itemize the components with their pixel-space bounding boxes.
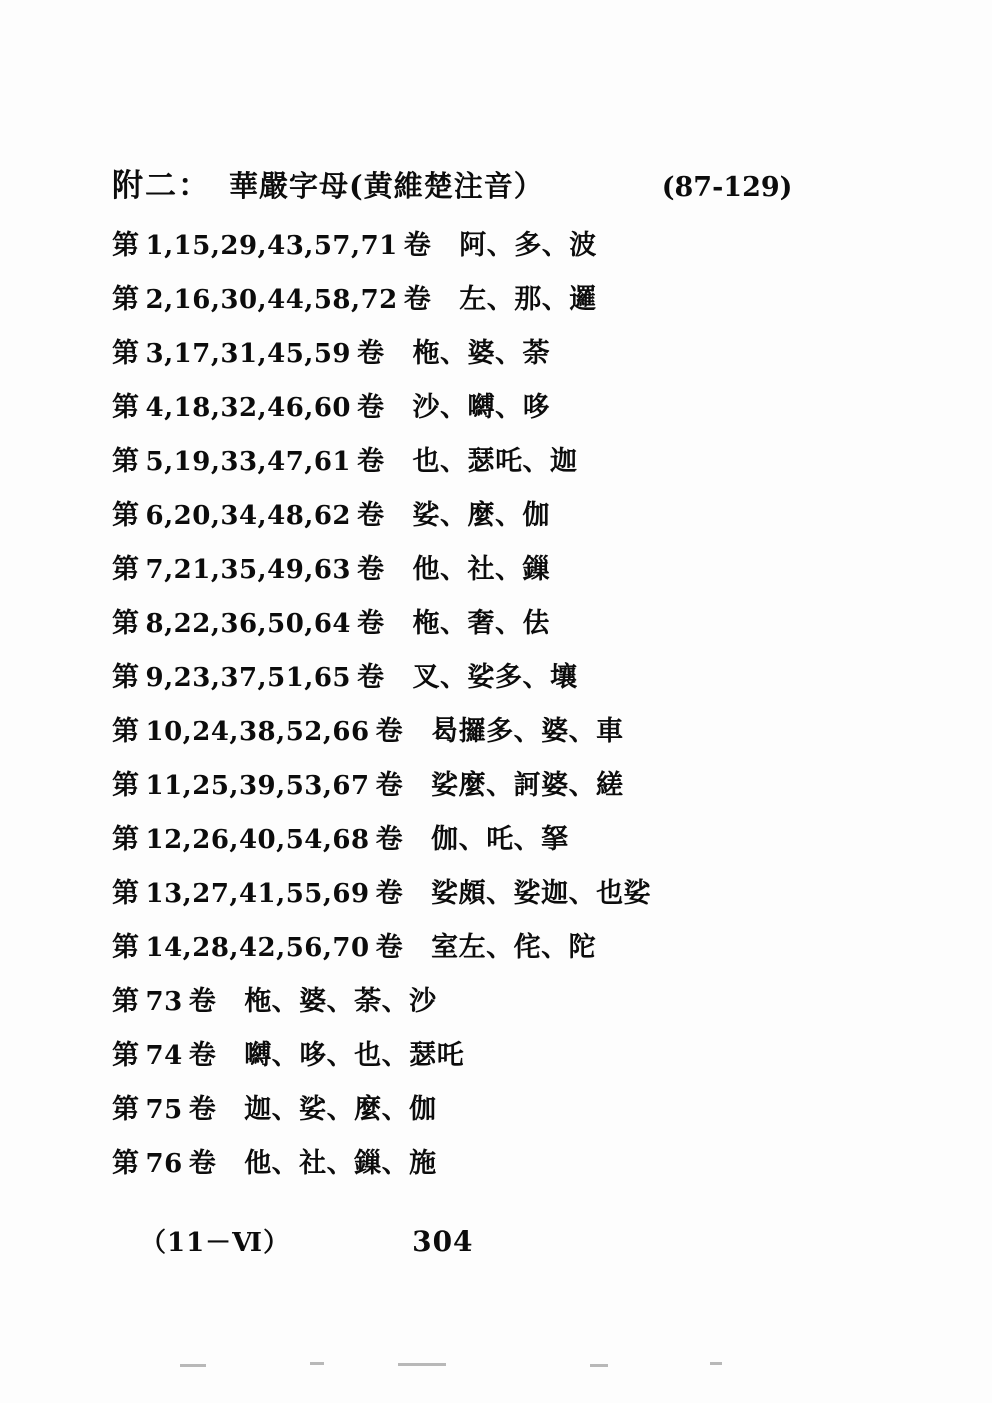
list-item (112, 979, 902, 1018)
line-unit: 卷 (357, 500, 385, 531)
line-unit: 卷 (188, 1040, 217, 1071)
list-item (112, 385, 902, 424)
line-prefix: 第 (112, 608, 140, 639)
line-syllables: 娑麼、訶婆、縒 (431, 770, 624, 801)
line-prefix: 第 (112, 1094, 140, 1125)
list-item (112, 763, 902, 802)
list-item (112, 439, 902, 478)
list-item (112, 817, 902, 856)
list-item (112, 1087, 902, 1126)
line-syllables: 嚩、哆、也、瑟吒 (244, 1040, 465, 1071)
line-numbers: 73 (145, 987, 183, 1017)
line-prefix: 第 (112, 986, 140, 1017)
page-content (112, 160, 902, 1195)
line-unit: 卷 (188, 986, 217, 1017)
line-prefix: 第 (112, 392, 140, 423)
list-item (112, 1033, 902, 1072)
line-prefix: 第 (112, 878, 140, 909)
heading-label: 附二： (112, 168, 211, 204)
line-syllables: 他、社、鏁 (412, 554, 551, 585)
line-numbers: 6,20,34,48,62 (145, 501, 352, 531)
line-unit: 卷 (375, 770, 404, 801)
line-syllables: 迦、娑、麼、伽 (244, 1094, 437, 1125)
line-syllables: 他、社、鏁、施 (244, 1148, 437, 1179)
line-syllables: 伽、吒、拏 (431, 824, 569, 855)
line-syllables: 娑、麼、伽 (412, 500, 551, 531)
line-prefix: 第 (112, 500, 140, 531)
line-unit: 卷 (375, 824, 404, 855)
line-syllables: 柂、婆、荼、沙 (244, 986, 437, 1017)
line-unit: 卷 (357, 608, 385, 639)
line-syllables: 娑頗、娑迦、也娑 (431, 878, 652, 909)
line-prefix: 第 (112, 446, 140, 477)
line-syllables: 叉、娑多、壤 (412, 662, 578, 693)
line-numbers: 75 (145, 1095, 183, 1125)
line-unit: 卷 (188, 1094, 217, 1125)
line-unit: 卷 (357, 338, 385, 369)
line-unit: 卷 (375, 932, 404, 963)
line-prefix: 第 (112, 284, 140, 315)
line-unit: 卷 (357, 662, 385, 693)
line-unit: 卷 (357, 554, 385, 585)
list-item (112, 223, 902, 262)
line-prefix: 第 (112, 1148, 140, 1179)
line-syllables: 也、瑟吒、迦 (412, 446, 578, 477)
list-item (112, 601, 902, 640)
line-syllables: 曷攞多、婆、車 (431, 716, 624, 747)
line-numbers: 8,22,36,50,64 (145, 609, 352, 639)
line-numbers: 14,28,42,56,70 (145, 933, 370, 963)
line-numbers: 10,24,38,52,66 (145, 717, 370, 747)
line-prefix: 第 (112, 824, 140, 855)
line-prefix: 第 (112, 554, 140, 585)
list-item (112, 547, 902, 586)
line-syllables: 室左、侘、陀 (431, 932, 597, 963)
line-numbers: 74 (145, 1041, 183, 1071)
line-numbers: 5,19,33,47,61 (145, 447, 352, 477)
line-prefix: 第 (112, 338, 140, 369)
line-numbers: 4,18,32,46,60 (145, 393, 352, 423)
line-prefix: 第 (112, 662, 140, 693)
line-numbers: 13,27,41,55,69 (145, 879, 370, 909)
line-unit: 卷 (357, 392, 385, 423)
line-numbers: 7,21,35,49,63 (145, 555, 352, 585)
list-item (112, 871, 902, 910)
list-item (112, 925, 902, 964)
list-item (112, 277, 902, 316)
line-unit: 卷 (357, 446, 385, 477)
heading-page-range: (87-129) (661, 172, 793, 203)
list-item (112, 331, 902, 370)
line-numbers: 1,15,29,43,57,71 (145, 231, 398, 261)
heading-title: 華嚴字母(黄維楚注音） (229, 169, 544, 203)
signature-mark: （11－Ⅵ） (140, 1228, 291, 1258)
line-syllables: 柂、婆、荼 (412, 338, 551, 369)
list-item (112, 709, 902, 748)
line-numbers: 2,16,30,44,58,72 (145, 285, 398, 315)
line-prefix: 第 (112, 716, 140, 747)
line-syllables: 左、那、邏 (459, 284, 597, 315)
line-prefix: 第 (112, 932, 140, 963)
line-prefix: 第 (112, 230, 140, 261)
line-numbers: 11,25,39,53,67 (145, 771, 370, 801)
page-footer (112, 1222, 902, 1259)
list-item (112, 493, 902, 532)
line-unit: 卷 (188, 1148, 217, 1179)
scan-artifact-marks (150, 1362, 850, 1368)
line-prefix: 第 (112, 770, 140, 801)
line-unit: 卷 (375, 878, 404, 909)
page-number: 304 (412, 1225, 474, 1258)
line-numbers: 12,26,40,54,68 (145, 825, 370, 855)
list-item (112, 1141, 902, 1180)
line-numbers: 76 (145, 1149, 183, 1179)
line-numbers: 9,23,37,51,65 (145, 663, 352, 693)
line-numbers: 3,17,31,45,59 (145, 339, 352, 369)
list-item (112, 655, 902, 694)
line-syllables: 沙、嚩、哆 (412, 392, 551, 423)
line-syllables: 柂、奢、佉 (412, 608, 551, 639)
line-unit: 卷 (403, 230, 432, 261)
line-unit: 卷 (403, 284, 432, 315)
line-unit: 卷 (375, 716, 404, 747)
line-prefix: 第 (112, 1040, 140, 1071)
section-heading (112, 160, 902, 205)
line-syllables: 阿、多、波 (459, 230, 597, 261)
